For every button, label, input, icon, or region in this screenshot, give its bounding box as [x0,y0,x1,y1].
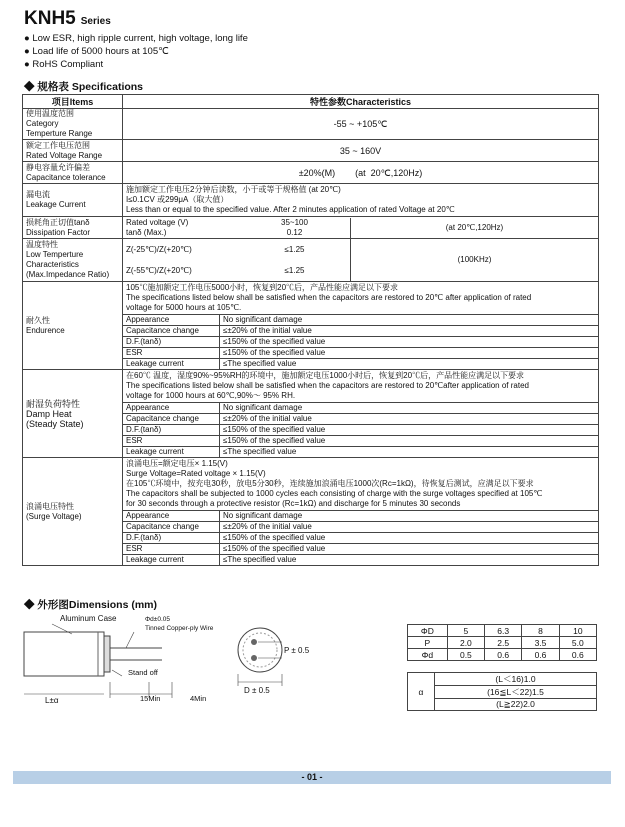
feature-item: ● RoHS Compliant [24,59,104,70]
table-row: α (L＜16)1.0 [408,673,597,686]
series-label: Series [80,16,111,27]
spec-table [22,94,599,566]
table-row [23,109,599,140]
table-row: Φd 0.5 0.6 0.6 0.6 [408,649,597,661]
row-label: 静电容量允许偏差 Capacitance tolerance [23,162,123,184]
table-row [23,370,599,458]
diameter-label: D ± 0.5 [244,686,270,695]
feature-item: ● Low ESR, high ripple current, high voltage, long life [24,33,248,44]
col-characteristics-header: 特性参数Characteristics [123,95,599,109]
row-label: 浪涌电压特性 (Surge Voltage) [23,458,123,566]
row-label: 额定工作电压范围 Rated Voltage Range [23,140,123,162]
table-row [23,184,599,217]
row-label: 使用温度范围 Category Temperture Range [23,109,123,140]
length-label: L±α [45,696,59,705]
voltage-range-value: 35 ~ 160V [123,140,599,162]
stand-off-label: Stand off [128,668,158,677]
dissipation-cell: Rated voltage (V) 35~100 tanδ (Max.) 0.12 (at 20℃,120Hz) [123,217,599,239]
dimensions-heading: ◆ 外形图Dimensions (mm) [24,599,158,611]
row-label: 漏电流 Leakage Current [23,184,123,217]
cap-tolerance-value: ±20%(M) (at 20℃,120Hz) [123,162,599,184]
table-row: (16≦L＜22)1.5 [408,686,597,699]
leakage-cell: 施加额定工作电压2分钟后读数，小于或等于规格值 (at 20℃) I≤0.1CV 或299μA（取大值） Less than or equal to the specified value. After 2 minutes application of rated Voltage at 20℃ [123,184,599,217]
table-row [23,458,599,566]
aluminum-case-label: Aluminum Case [60,614,117,623]
dimension-table [407,624,597,661]
feature-list [24,32,248,71]
min15-label: 15Min [140,694,161,703]
wire-label: Tinned Copper-ply Wire [145,625,214,632]
row-label: 损耗角正切值tanδ Dissipation Factor [23,217,123,239]
min4-label: 4Min [190,694,207,703]
feature-item: ● Load life of 5000 hours at 105℃ [24,46,169,57]
page-title [24,8,111,30]
capacitor-end-view [238,628,282,672]
spec-heading: ◆ 规格表 Specifications [24,81,144,93]
col-items-header: 项目Items [23,95,123,109]
pitch-label: P ± 0.5 [284,646,310,655]
page-footer: - 01 - [13,771,611,784]
table-row: P 2.0 2.5 3.5 5.0 [408,637,597,649]
row-label: 温度特性 Low Temperture Characteristics (Max.Impedance Ratio) [23,239,123,282]
endurance-cell: 105℃施加额定工作电压5000小时，恢复到20℃后，产品性能应满足以下要求 The specifications listed below shall be satisfied when the capacitors are restored to 20℃ after application of rated voltage for 5000 hours at 105℃. Appearance No significant damage Capacitance change ≤±20% of the initial value D.F.(tanδ) ≤150% of the specified value ESR ≤150% of the specified value Leakage current ≤The specified value [123,282,599,370]
table-row [23,239,599,282]
wire-diameter-label: Φd±0.05 [145,616,171,623]
series-name: KNH5 [24,8,76,29]
row-label: 耐湿负荷特性 Damp Heat (Steady State) [23,370,123,458]
table-row [23,140,599,162]
table-row: (L≧22)2.0 [408,699,597,711]
row-label: 耐久性 Endurence [23,282,123,370]
table-row [23,162,599,184]
low-temp-cell: Z(-25℃)/Z(+20℃) ≤1.25 Z(-55℃)/Z(+20℃) ≤1.25 (100KHz) [123,239,599,282]
capacitor-body [24,632,104,676]
surge-cell: 浪涌电压=额定电压× 1.15(V) Surge Voltage=Rated voltage × 1.15(V) 在105℃环境中，按充电30秒，放电5分30秒，连续施加浪涌电压1000次(Rc=1kΩ)，待恢复后测试，应满足以下要求 The capacitors shall be subjected to 1000 cycles each consisting of charge with the surge voltages specified at 105℃ for 30 seconds through a protective resistor (Rc=1kΩ) and discharge for 5 minutes 30 seconds Appearance No significant damage Capacitance change ≤±20% of the initial value D.F.(tanδ) ≤150% of the specified value ESR ≤150% of the specified value Leakage current ≤The specified value [123,458,599,566]
temp-range-value: -55 ~ +105℃ [123,109,599,140]
table-row [23,217,599,239]
table-row [23,282,599,370]
alpha-table [407,672,597,711]
table-row: ΦD 5 6.3 8 10 [408,625,597,637]
damp-heat-cell: 在60℃ 温度，湿度90%~95%RH的环境中，施加额定电压1000小时后，恢复到20℃后，产品性能应满足以下要求 The specifications listed below shall be satisfied when the capacitors are restored to 20℃after application of rated voltage for 1000 hours at 60℃,90%～ 95% RH. Appearance No significant damage Capacitance change ≤±20% of the initial value D.F.(tanδ) ≤150% of the specified value ESR ≤150% of the specified value Leakage current ≤The specified value [123,370,599,458]
